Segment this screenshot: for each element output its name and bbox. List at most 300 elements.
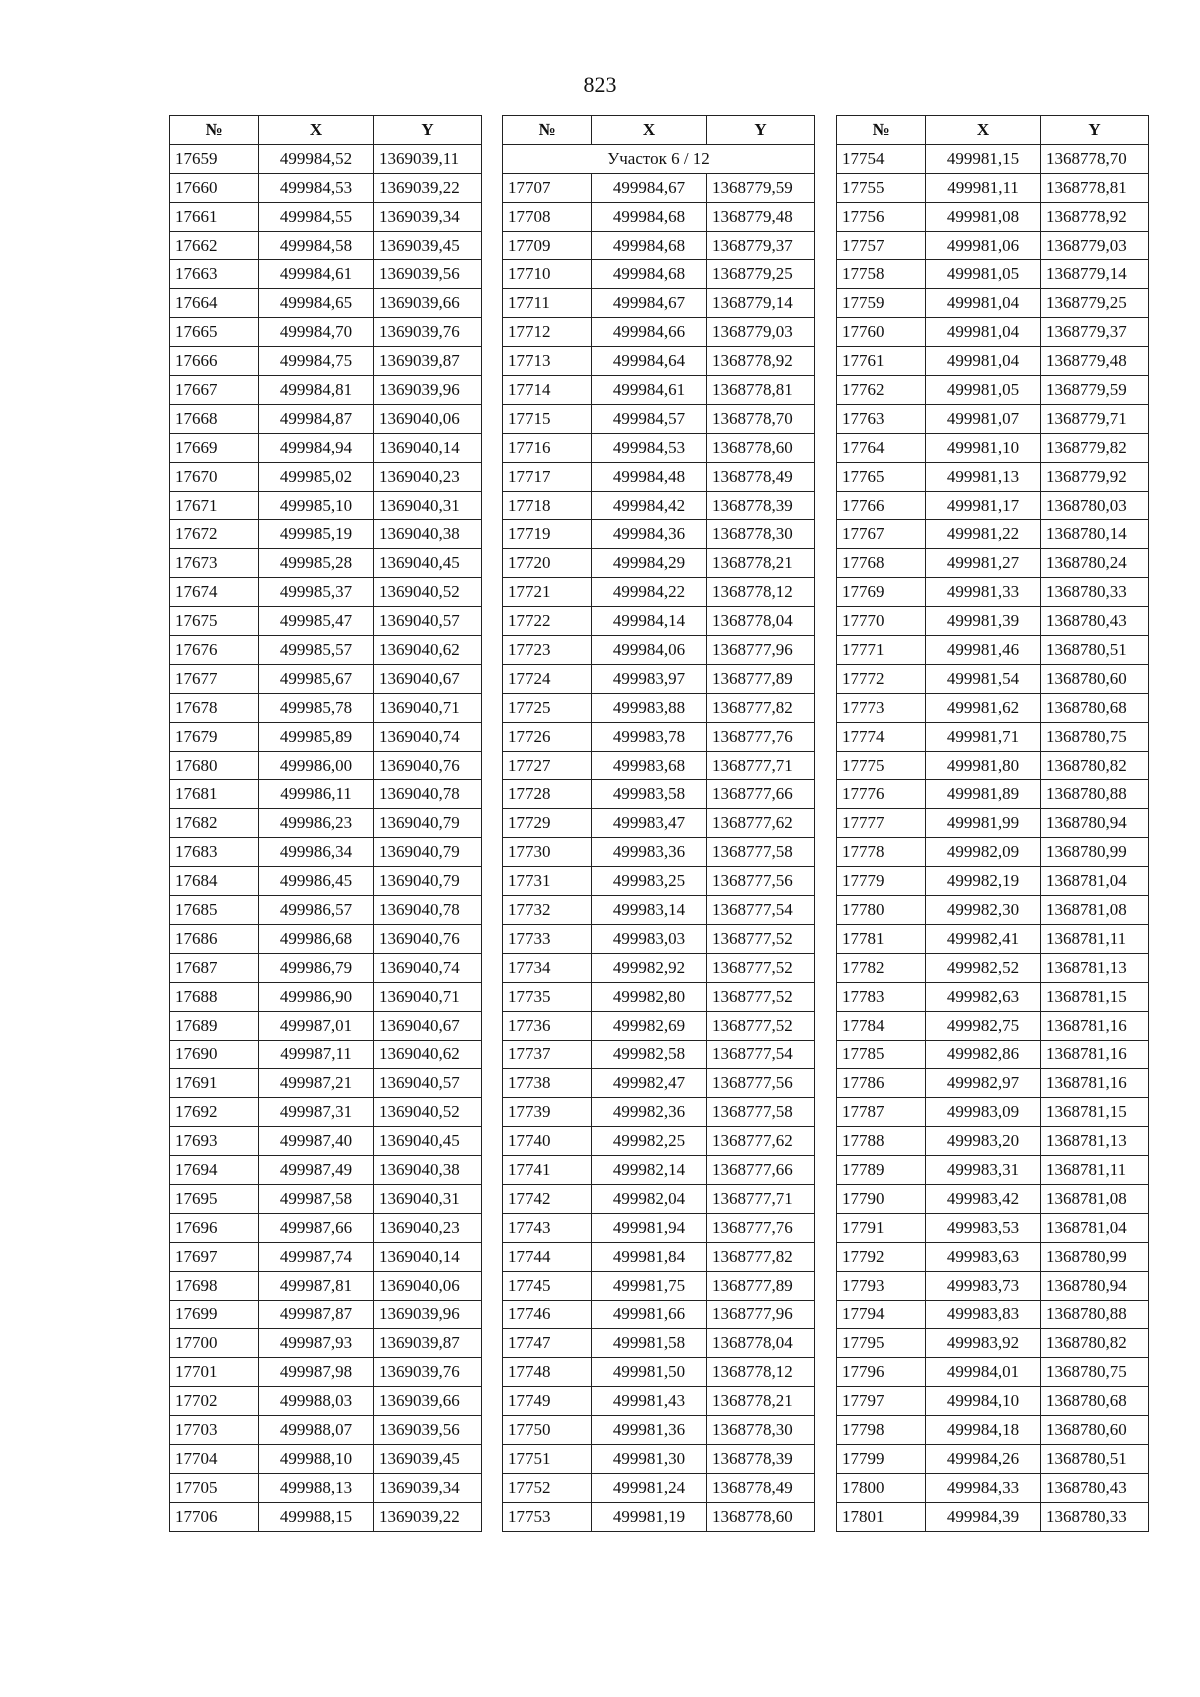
- point-number-cell: 17730: [503, 838, 592, 867]
- column-header-y: Y: [707, 116, 815, 145]
- x-coordinate-cell: 499981,06: [926, 231, 1041, 260]
- table-row: [170, 924, 482, 953]
- x-coordinate-cell: 499981,17: [926, 491, 1041, 520]
- point-number-cell: 17801: [837, 1502, 926, 1531]
- table-row: [170, 1069, 482, 1098]
- y-coordinate-cell: 1368780,51: [1041, 636, 1149, 665]
- table-row: [837, 491, 1149, 520]
- point-number-cell: 17725: [503, 693, 592, 722]
- y-coordinate-cell: 1368780,43: [1041, 1473, 1149, 1502]
- point-number-cell: 17663: [170, 260, 259, 289]
- table-row: [170, 404, 482, 433]
- table-row: [170, 520, 482, 549]
- point-number-cell: 17711: [503, 289, 592, 318]
- y-coordinate-cell: 1368777,71: [707, 1184, 815, 1213]
- point-number-cell: 17764: [837, 433, 926, 462]
- y-coordinate-cell: 1368777,58: [707, 838, 815, 867]
- x-coordinate-cell: 499981,15: [926, 144, 1041, 173]
- x-coordinate-cell: 499983,63: [926, 1242, 1041, 1271]
- table-row: [170, 751, 482, 780]
- x-coordinate-cell: 499981,19: [592, 1502, 707, 1531]
- y-coordinate-cell: 1368780,43: [1041, 607, 1149, 636]
- point-number-cell: 17733: [503, 924, 592, 953]
- y-coordinate-cell: 1368777,54: [707, 1040, 815, 1069]
- y-coordinate-cell: 1368778,49: [707, 1473, 815, 1502]
- x-coordinate-cell: 499988,15: [259, 1502, 374, 1531]
- y-coordinate-cell: 1368778,39: [707, 1444, 815, 1473]
- table-row: [837, 982, 1149, 1011]
- y-coordinate-cell: 1368777,89: [707, 1271, 815, 1300]
- point-number-cell: 17668: [170, 404, 259, 433]
- table-row: [503, 491, 815, 520]
- point-number-cell: 17747: [503, 1329, 592, 1358]
- point-number-cell: 17745: [503, 1271, 592, 1300]
- coordinates-table-3: [836, 115, 1149, 1532]
- y-coordinate-cell: 1369039,87: [374, 347, 482, 376]
- point-number-cell: 17780: [837, 896, 926, 925]
- table-row: [170, 202, 482, 231]
- point-number-cell: 17783: [837, 982, 926, 1011]
- point-number-cell: 17757: [837, 231, 926, 260]
- point-number-cell: 17707: [503, 173, 592, 202]
- point-number-cell: 17682: [170, 809, 259, 838]
- point-number-cell: 17659: [170, 144, 259, 173]
- point-number-cell: 17680: [170, 751, 259, 780]
- y-coordinate-cell: 1368777,66: [707, 780, 815, 809]
- table-row: [170, 1213, 482, 1242]
- table-row: [503, 173, 815, 202]
- table-row: [170, 1011, 482, 1040]
- table-row: [837, 809, 1149, 838]
- x-coordinate-cell: 499981,13: [926, 462, 1041, 491]
- y-coordinate-cell: 1368779,59: [1041, 376, 1149, 405]
- y-coordinate-cell: 1369040,67: [374, 1011, 482, 1040]
- y-coordinate-cell: 1368779,82: [1041, 433, 1149, 462]
- x-coordinate-cell: 499982,19: [926, 867, 1041, 896]
- table-row: [837, 1011, 1149, 1040]
- point-number-cell: 17719: [503, 520, 592, 549]
- y-coordinate-cell: 1369040,79: [374, 838, 482, 867]
- y-coordinate-cell: 1368779,71: [1041, 404, 1149, 433]
- y-coordinate-cell: 1368778,12: [707, 578, 815, 607]
- point-number-cell: 17679: [170, 722, 259, 751]
- table-row: [503, 1416, 815, 1445]
- point-number-cell: 17773: [837, 693, 926, 722]
- table-row: [503, 1213, 815, 1242]
- y-coordinate-cell: 1368779,92: [1041, 462, 1149, 491]
- point-number-cell: 17665: [170, 318, 259, 347]
- table-row: [170, 1040, 482, 1069]
- point-number-cell: 17749: [503, 1387, 592, 1416]
- x-coordinate-cell: 499981,54: [926, 664, 1041, 693]
- x-coordinate-cell: 499981,05: [926, 376, 1041, 405]
- point-number-cell: 17693: [170, 1127, 259, 1156]
- point-number-cell: 17786: [837, 1069, 926, 1098]
- x-coordinate-cell: 499986,57: [259, 896, 374, 925]
- y-coordinate-cell: 1368778,21: [707, 549, 815, 578]
- table-header-row: [503, 116, 815, 145]
- y-coordinate-cell: 1368779,14: [707, 289, 815, 318]
- table-row: [170, 1444, 482, 1473]
- y-coordinate-cell: 1368777,82: [707, 1242, 815, 1271]
- table-row: [170, 607, 482, 636]
- y-coordinate-cell: 1369040,67: [374, 664, 482, 693]
- y-coordinate-cell: 1368778,21: [707, 1387, 815, 1416]
- table-row: [170, 318, 482, 347]
- table-row: [503, 982, 815, 1011]
- table-row: [503, 1242, 815, 1271]
- y-coordinate-cell: 1369039,22: [374, 173, 482, 202]
- table-row: [837, 1040, 1149, 1069]
- point-number-cell: 17722: [503, 607, 592, 636]
- y-coordinate-cell: 1368780,68: [1041, 693, 1149, 722]
- y-coordinate-cell: 1368780,33: [1041, 1502, 1149, 1531]
- point-number-cell: 17673: [170, 549, 259, 578]
- point-number-cell: 17738: [503, 1069, 592, 1098]
- point-number-cell: 17748: [503, 1358, 592, 1387]
- point-number-cell: 17714: [503, 376, 592, 405]
- x-coordinate-cell: 499984,75: [259, 347, 374, 376]
- table-row: [503, 607, 815, 636]
- point-number-cell: 17772: [837, 664, 926, 693]
- x-coordinate-cell: 499983,68: [592, 751, 707, 780]
- y-coordinate-cell: 1368779,48: [707, 202, 815, 231]
- point-number-cell: 17687: [170, 953, 259, 982]
- point-number-cell: 17686: [170, 924, 259, 953]
- y-coordinate-cell: 1369039,76: [374, 1358, 482, 1387]
- table-row: [170, 1127, 482, 1156]
- x-coordinate-cell: 499986,45: [259, 867, 374, 896]
- point-number-cell: 17756: [837, 202, 926, 231]
- y-coordinate-cell: 1369039,34: [374, 1473, 482, 1502]
- y-coordinate-cell: 1369040,23: [374, 1213, 482, 1242]
- x-coordinate-cell: 499981,24: [592, 1473, 707, 1502]
- table-row: [837, 1329, 1149, 1358]
- y-coordinate-cell: 1368777,96: [707, 636, 815, 665]
- y-coordinate-cell: 1368778,60: [707, 433, 815, 462]
- point-number-cell: 17688: [170, 982, 259, 1011]
- table-row: [503, 231, 815, 260]
- y-coordinate-cell: 1368781,13: [1041, 953, 1149, 982]
- table-row: [503, 202, 815, 231]
- table-row: [503, 1271, 815, 1300]
- column-header-x: X: [592, 116, 707, 145]
- point-number-cell: 17743: [503, 1213, 592, 1242]
- table-row: [837, 1156, 1149, 1185]
- point-number-cell: 17768: [837, 549, 926, 578]
- y-coordinate-cell: 1368780,99: [1041, 838, 1149, 867]
- y-coordinate-cell: 1368778,30: [707, 520, 815, 549]
- point-number-cell: 17778: [837, 838, 926, 867]
- point-number-cell: 17798: [837, 1416, 926, 1445]
- point-number-cell: 17729: [503, 809, 592, 838]
- y-coordinate-cell: 1368781,11: [1041, 924, 1149, 953]
- x-coordinate-cell: 499982,92: [592, 953, 707, 982]
- table-row: [837, 722, 1149, 751]
- x-coordinate-cell: 499981,43: [592, 1387, 707, 1416]
- point-number-cell: 17759: [837, 289, 926, 318]
- table-row: [170, 896, 482, 925]
- y-coordinate-cell: 1369039,56: [374, 1416, 482, 1445]
- x-coordinate-cell: 499983,73: [926, 1271, 1041, 1300]
- table-row: [503, 924, 815, 953]
- y-coordinate-cell: 1368781,15: [1041, 1098, 1149, 1127]
- point-number-cell: 17760: [837, 318, 926, 347]
- point-number-cell: 17793: [837, 1271, 926, 1300]
- table-row: [503, 780, 815, 809]
- table-row: [837, 376, 1149, 405]
- y-coordinate-cell: 1368777,52: [707, 982, 815, 1011]
- x-coordinate-cell: 499988,13: [259, 1473, 374, 1502]
- point-number-cell: 17739: [503, 1098, 592, 1127]
- point-number-cell: 17689: [170, 1011, 259, 1040]
- table-row: [837, 751, 1149, 780]
- x-coordinate-cell: 499986,90: [259, 982, 374, 1011]
- y-coordinate-cell: 1368780,33: [1041, 578, 1149, 607]
- y-coordinate-cell: 1369039,22: [374, 1502, 482, 1531]
- y-coordinate-cell: 1369040,38: [374, 1156, 482, 1185]
- point-number-cell: 17706: [170, 1502, 259, 1531]
- table-row: [170, 1473, 482, 1502]
- table-row: [503, 260, 815, 289]
- table-row: [503, 722, 815, 751]
- x-coordinate-cell: 499985,89: [259, 722, 374, 751]
- column-header-number: №: [503, 116, 592, 145]
- y-coordinate-cell: 1368778,60: [707, 1502, 815, 1531]
- point-number-cell: 17746: [503, 1300, 592, 1329]
- y-coordinate-cell: 1368780,68: [1041, 1387, 1149, 1416]
- table-row: [837, 1473, 1149, 1502]
- point-number-cell: 17789: [837, 1156, 926, 1185]
- x-coordinate-cell: 499984,36: [592, 520, 707, 549]
- table-row: [503, 838, 815, 867]
- y-coordinate-cell: 1368777,71: [707, 751, 815, 780]
- y-coordinate-cell: 1369040,23: [374, 462, 482, 491]
- table-row: [503, 1444, 815, 1473]
- point-number-cell: 17692: [170, 1098, 259, 1127]
- table-row: [503, 809, 815, 838]
- page-number: 823: [583, 72, 617, 97]
- x-coordinate-cell: 499986,79: [259, 953, 374, 982]
- x-coordinate-cell: 499985,02: [259, 462, 374, 491]
- x-coordinate-cell: 499987,11: [259, 1040, 374, 1069]
- y-coordinate-cell: 1368780,88: [1041, 1300, 1149, 1329]
- y-coordinate-cell: 1369039,87: [374, 1329, 482, 1358]
- x-coordinate-cell: 499983,03: [592, 924, 707, 953]
- point-number-cell: 17755: [837, 173, 926, 202]
- x-coordinate-cell: 499983,14: [592, 896, 707, 925]
- table-row: [503, 1300, 815, 1329]
- y-coordinate-cell: 1368778,81: [707, 376, 815, 405]
- table-row: [170, 838, 482, 867]
- point-number-cell: 17709: [503, 231, 592, 260]
- table-row: [170, 376, 482, 405]
- table-row: [837, 404, 1149, 433]
- table-row: [503, 1040, 815, 1069]
- x-coordinate-cell: 499985,47: [259, 607, 374, 636]
- table-row: [837, 549, 1149, 578]
- table-row: [503, 1329, 815, 1358]
- x-coordinate-cell: 499984,42: [592, 491, 707, 520]
- point-number-cell: 17752: [503, 1473, 592, 1502]
- point-number-cell: 17723: [503, 636, 592, 665]
- x-coordinate-cell: 499983,20: [926, 1127, 1041, 1156]
- y-coordinate-cell: 1368778,04: [707, 607, 815, 636]
- column-header-number: №: [170, 116, 259, 145]
- point-number-cell: 17670: [170, 462, 259, 491]
- table-row: [837, 1213, 1149, 1242]
- point-number-cell: 17788: [837, 1127, 926, 1156]
- y-coordinate-cell: 1368777,62: [707, 809, 815, 838]
- point-number-cell: 17742: [503, 1184, 592, 1213]
- x-coordinate-cell: 499984,18: [926, 1416, 1041, 1445]
- point-number-cell: 17776: [837, 780, 926, 809]
- table-row: [837, 896, 1149, 925]
- point-number-cell: 17728: [503, 780, 592, 809]
- y-coordinate-cell: 1369040,14: [374, 433, 482, 462]
- x-coordinate-cell: 499983,97: [592, 664, 707, 693]
- y-coordinate-cell: 1368777,66: [707, 1156, 815, 1185]
- x-coordinate-cell: 499982,14: [592, 1156, 707, 1185]
- y-coordinate-cell: 1368780,99: [1041, 1242, 1149, 1271]
- y-coordinate-cell: 1368778,81: [1041, 173, 1149, 202]
- point-number-cell: 17661: [170, 202, 259, 231]
- table-row: [503, 664, 815, 693]
- point-number-cell: 17669: [170, 433, 259, 462]
- x-coordinate-cell: 499981,11: [926, 173, 1041, 202]
- table-row: [170, 867, 482, 896]
- x-coordinate-cell: 499984,10: [926, 1387, 1041, 1416]
- table-row: [837, 1242, 1149, 1271]
- y-coordinate-cell: 1369040,38: [374, 520, 482, 549]
- x-coordinate-cell: 499982,58: [592, 1040, 707, 1069]
- y-coordinate-cell: 1369040,31: [374, 1184, 482, 1213]
- y-coordinate-cell: 1368779,14: [1041, 260, 1149, 289]
- point-number-cell: 17775: [837, 751, 926, 780]
- table-row: [503, 549, 815, 578]
- table-row: [837, 1444, 1149, 1473]
- x-coordinate-cell: 499987,87: [259, 1300, 374, 1329]
- x-coordinate-cell: 499984,14: [592, 607, 707, 636]
- table-row: [837, 173, 1149, 202]
- x-coordinate-cell: 499986,34: [259, 838, 374, 867]
- point-number-cell: 17800: [837, 1473, 926, 1502]
- x-coordinate-cell: 499981,89: [926, 780, 1041, 809]
- y-coordinate-cell: 1368780,51: [1041, 1444, 1149, 1473]
- y-coordinate-cell: 1369039,45: [374, 231, 482, 260]
- y-coordinate-cell: 1368778,92: [1041, 202, 1149, 231]
- table-row: [837, 202, 1149, 231]
- x-coordinate-cell: 499984,55: [259, 202, 374, 231]
- y-coordinate-cell: 1368780,03: [1041, 491, 1149, 520]
- x-coordinate-cell: 499986,00: [259, 751, 374, 780]
- x-coordinate-cell: 499985,57: [259, 636, 374, 665]
- point-number-cell: 17724: [503, 664, 592, 693]
- y-coordinate-cell: 1368781,11: [1041, 1156, 1149, 1185]
- y-coordinate-cell: 1369040,76: [374, 751, 482, 780]
- x-coordinate-cell: 499984,68: [592, 231, 707, 260]
- x-coordinate-cell: 499984,48: [592, 462, 707, 491]
- y-coordinate-cell: 1368777,52: [707, 953, 815, 982]
- point-number-cell: 17703: [170, 1416, 259, 1445]
- x-coordinate-cell: 499983,53: [926, 1213, 1041, 1242]
- x-coordinate-cell: 499981,30: [592, 1444, 707, 1473]
- column-header-y: Y: [1041, 116, 1149, 145]
- table-row: [503, 347, 815, 376]
- x-coordinate-cell: 499987,21: [259, 1069, 374, 1098]
- y-coordinate-cell: 1368780,24: [1041, 549, 1149, 578]
- point-number-cell: 17718: [503, 491, 592, 520]
- x-coordinate-cell: 499981,22: [926, 520, 1041, 549]
- x-coordinate-cell: 499981,50: [592, 1358, 707, 1387]
- y-coordinate-cell: 1368780,82: [1041, 1329, 1149, 1358]
- x-coordinate-cell: 499985,19: [259, 520, 374, 549]
- x-coordinate-cell: 499984,65: [259, 289, 374, 318]
- table-row: [170, 636, 482, 665]
- point-number-cell: 17799: [837, 1444, 926, 1473]
- y-coordinate-cell: 1368780,88: [1041, 780, 1149, 809]
- y-coordinate-cell: 1368777,89: [707, 664, 815, 693]
- table-row: [170, 1416, 482, 1445]
- point-number-cell: 17676: [170, 636, 259, 665]
- table-row: [170, 144, 482, 173]
- x-coordinate-cell: 499982,63: [926, 982, 1041, 1011]
- y-coordinate-cell: 1368781,08: [1041, 1184, 1149, 1213]
- table-row: [503, 520, 815, 549]
- x-coordinate-cell: 499982,30: [926, 896, 1041, 925]
- y-coordinate-cell: 1368778,12: [707, 1358, 815, 1387]
- y-coordinate-cell: 1369040,14: [374, 1242, 482, 1271]
- y-coordinate-cell: 1368781,16: [1041, 1011, 1149, 1040]
- point-number-cell: 17712: [503, 318, 592, 347]
- point-number-cell: 17761: [837, 347, 926, 376]
- x-coordinate-cell: 499985,37: [259, 578, 374, 607]
- point-number-cell: 17790: [837, 1184, 926, 1213]
- x-coordinate-cell: 499981,46: [926, 636, 1041, 665]
- table-row: [503, 751, 815, 780]
- y-coordinate-cell: 1368778,92: [707, 347, 815, 376]
- x-coordinate-cell: 499986,23: [259, 809, 374, 838]
- point-number-cell: 17744: [503, 1242, 592, 1271]
- x-coordinate-cell: 499981,75: [592, 1271, 707, 1300]
- point-number-cell: 17765: [837, 462, 926, 491]
- y-coordinate-cell: 1368781,13: [1041, 1127, 1149, 1156]
- point-number-cell: 17677: [170, 664, 259, 693]
- y-coordinate-cell: 1368780,94: [1041, 1271, 1149, 1300]
- x-coordinate-cell: 499984,67: [592, 173, 707, 202]
- point-number-cell: 17741: [503, 1156, 592, 1185]
- y-coordinate-cell: 1368777,56: [707, 867, 815, 896]
- point-number-cell: 17704: [170, 1444, 259, 1473]
- point-number-cell: 17779: [837, 867, 926, 896]
- y-coordinate-cell: 1369040,45: [374, 549, 482, 578]
- y-coordinate-cell: 1368781,04: [1041, 867, 1149, 896]
- x-coordinate-cell: 499984,06: [592, 636, 707, 665]
- x-coordinate-cell: 499981,33: [926, 578, 1041, 607]
- table-row: [170, 1098, 482, 1127]
- point-number-cell: 17781: [837, 924, 926, 953]
- y-coordinate-cell: 1369040,79: [374, 809, 482, 838]
- x-coordinate-cell: 499984,68: [592, 202, 707, 231]
- point-number-cell: 17791: [837, 1213, 926, 1242]
- x-coordinate-cell: 499982,75: [926, 1011, 1041, 1040]
- point-number-cell: 17699: [170, 1300, 259, 1329]
- point-number-cell: 17721: [503, 578, 592, 607]
- x-coordinate-cell: 499981,04: [926, 289, 1041, 318]
- table-row: [503, 1184, 815, 1213]
- point-number-cell: 17787: [837, 1098, 926, 1127]
- y-coordinate-cell: 1369040,71: [374, 693, 482, 722]
